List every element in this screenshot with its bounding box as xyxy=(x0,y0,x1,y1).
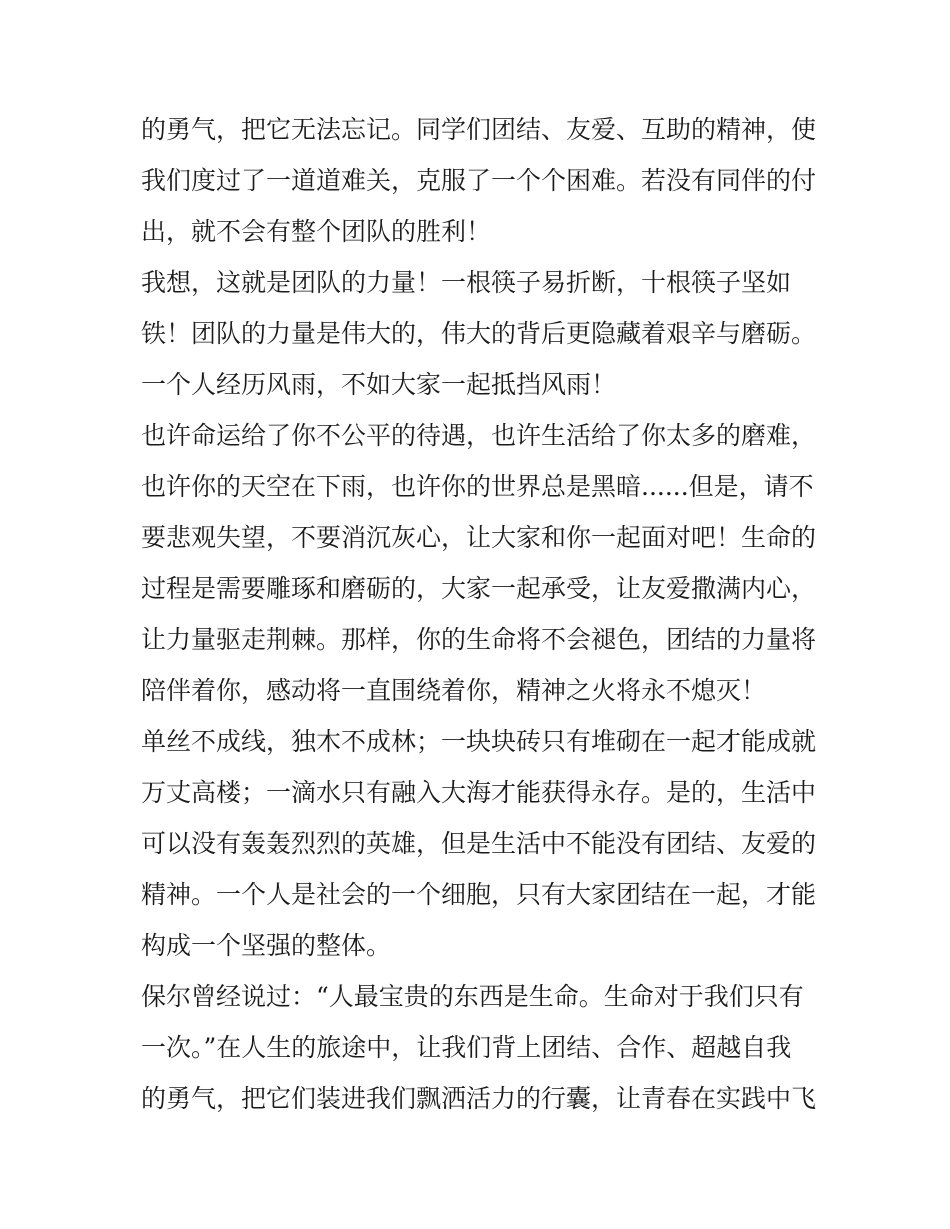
text-line: 也许你的天空在下雨，也许你的世界总是黑暗......但是，请不 xyxy=(141,472,814,501)
text-line: 出，就不会有整个团队的胜利！ xyxy=(141,217,492,246)
text-line: 过程是需要雕琢和磨砺的，大家一起承受，让友爱撒满内心， xyxy=(141,574,817,603)
text-line: 也许命运给了你不公平的待遇，也许生活给了你太多的磨难， xyxy=(141,421,817,450)
text-line: 一次。”在人生的旅途中，让我们背上团结、合作、超越自我 xyxy=(141,1033,792,1062)
text-line: 的勇气，把它无法忘记。同学们团结、友爱、互助的精神，使 xyxy=(141,115,817,144)
text-line: 可以没有轰轰烈烈的英雄，但是生活中不能没有团结、友爱的 xyxy=(141,829,817,858)
text-line: 铁！团队的力量是伟大的，伟大的背后更隐藏着艰辛与磨砺。 xyxy=(141,319,817,348)
text-line: 一个人经历风雨，不如大家一起抵挡风雨！ xyxy=(141,370,617,399)
text-line: 构成一个坚强的整体。 xyxy=(141,931,392,960)
text-line: 陪伴着你，感动将一直围绕着你，精神之火将永不熄灭！ xyxy=(141,676,767,705)
text-line: 要悲观失望，不要消沉灰心，让大家和你一起面对吧！生命的 xyxy=(141,523,817,552)
text-line: 我想，这就是团队的力量！一根筷子易折断，十根筷子坚如 xyxy=(141,268,792,297)
text-line: 让力量驱走荆棘。那样，你的生命将不会褪色，团结的力量将 xyxy=(141,625,817,654)
text-line: 精神。一个人是社会的一个细胞，只有大家团结在一起，才能 xyxy=(141,880,817,909)
text-line: 万丈高楼；一滴水只有融入大海才能获得永存。是的，生活中 xyxy=(141,778,817,807)
document-body xyxy=(141,104,816,1124)
text-line: 我们度过了一道道难关，克服了一个个困难。若没有同伴的付 xyxy=(141,166,817,195)
text-line: 的勇气，把它们装进我们飘洒活力的行囊，让青春在实践中飞 xyxy=(141,1084,817,1113)
text-line: 保尔曾经说过：“人最宝贵的东西是生命。生命对于我们只有 xyxy=(141,982,804,1011)
text-line: 单丝不成线，独木不成林；一块块砖只有堆砌在一起才能成就 xyxy=(141,727,817,756)
